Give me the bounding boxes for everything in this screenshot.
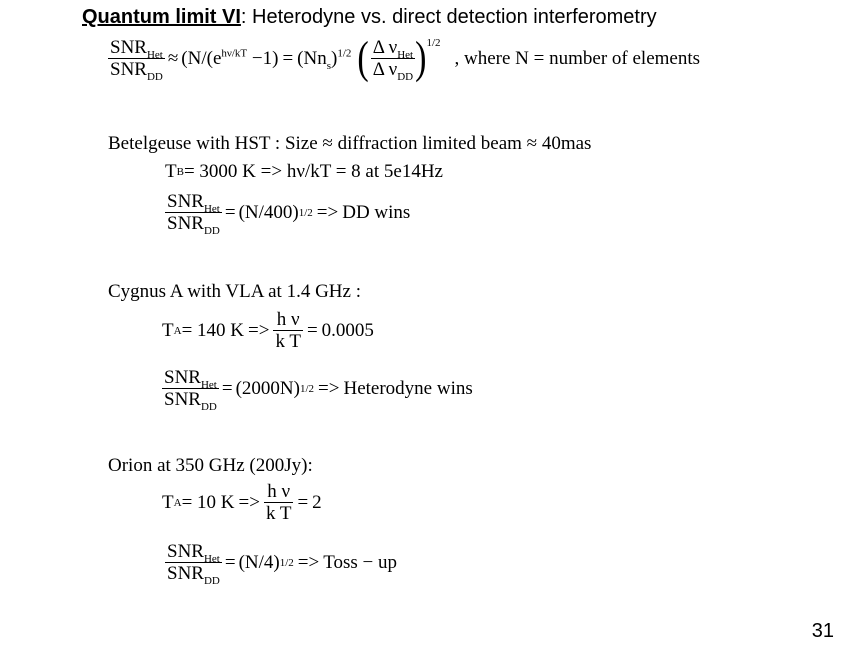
cygnus-heading: Cygnus A with VLA at 1.4 GHz :: [108, 281, 361, 302]
title-bold-part: Quantum limit VI: [82, 6, 241, 28]
slide-title: [82, 6, 657, 29]
bose-term: ($N/(e^{h\nu/kT} -1)$: [181, 47, 279, 69]
cygnus-result: $\frac{SNR_{Het}}{SNR_{DD}}$ = (2000N) 1/2 => Heterodyne wins: [164, 367, 473, 413]
bandwidth-ratio: $\frac{\Delta \nu_{Het}}{\Delta \nu_{DD}}$: [372, 37, 414, 83]
betelgeuse-heading: Betelgeuse with HST : Size ≈ diffraction limited beam ≈ 40mas: [108, 133, 592, 154]
orion-result: $\frac{SNR_{Het}}{SNR_{DD}}$ = (N/4) 1/2 => Toss − up: [167, 541, 398, 587]
orion-verdict: Toss − up: [323, 552, 398, 573]
nns-term: $(Nn_s)^{1/2}$: [297, 47, 352, 72]
betelgeuse-temperature: T B = 3000 K => hν/kT = 8 at 5e14Hz: [165, 161, 443, 182]
snr-ratio: $\frac{SNR_{Het}}{SNR_{DD}}$: [110, 37, 163, 83]
betelgeuse-result: $\frac{SNR_{Het}}{SNR_{DD}}$ = (N/400) 1/2 => DD wins: [167, 191, 411, 237]
betelgeuse-verdict: DD wins: [342, 202, 411, 223]
approx-symbol: ≈: [167, 48, 179, 69]
orion-heading: Orion at 350 GHz (200Jy):: [108, 455, 313, 476]
cygnus-temperature: T A = 140 K => $\frac{\text{h ν}}{\text{k T}}$ = 0.0005: [162, 309, 374, 352]
main-formula: $\frac{SNR_{Het}}{SNR_{DD}}$ ≈ ($N/(e^{h\nu/kT} -1)$ = $(Nn_s)^{1/2}$ ( $\frac{\Delta \nu_{Het}}{\Delta \nu_{DD}}$ ) $^{1/2}$ , where N = number of elements: [110, 32, 701, 83]
page-number: 31: [811, 620, 834, 642]
cygnus-verdict: Heterodyne wins: [343, 378, 473, 399]
orion-temperature: T A = 10 K => $\frac{\text{h ν}}{\text{k T}}$ = 2: [162, 481, 322, 524]
where-clause: , where N = number of elements: [454, 48, 701, 69]
title-rest: : Heterodyne vs. direct detection interferometry: [240, 6, 657, 28]
